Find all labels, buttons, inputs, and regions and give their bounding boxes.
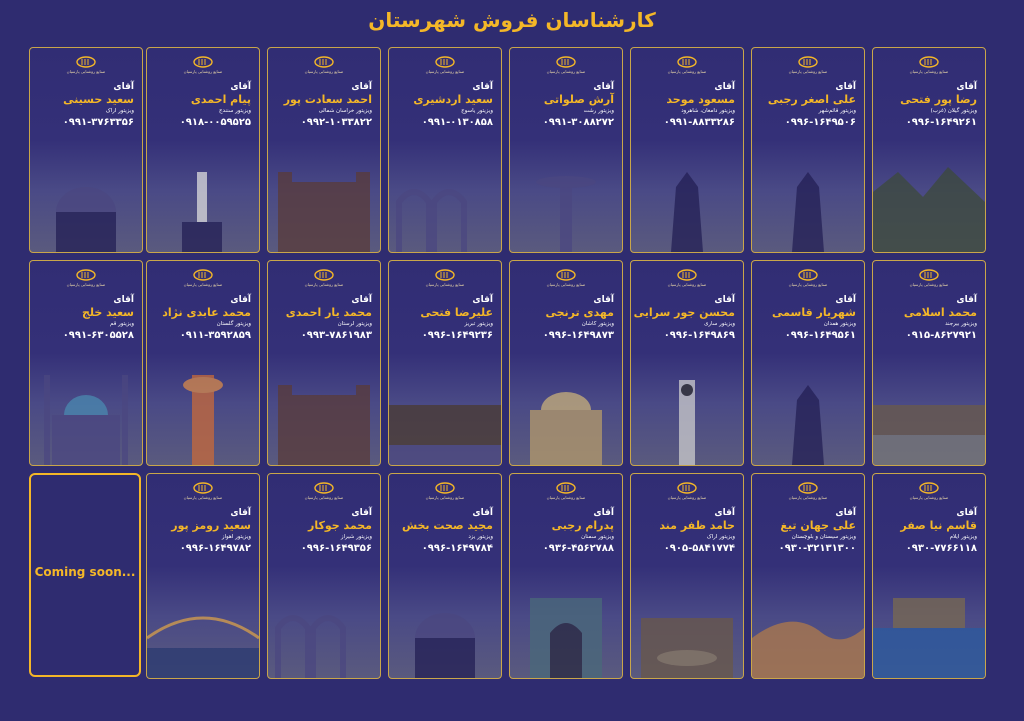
card-logo	[752, 56, 864, 74]
company-logo-icon	[918, 482, 940, 494]
logo-caption: صنایع روشنایی پارسیان	[667, 495, 707, 500]
logo-caption: صنایع روشنایی پارسیان	[788, 282, 828, 287]
logo-caption: صنایع روشنایی پارسیان	[788, 495, 828, 500]
expert-name: پدرام رجبی	[551, 519, 614, 532]
page-title: کارشناسان فروش شهرستان	[368, 8, 656, 32]
expert-honorific: آقای	[956, 508, 977, 518]
sales-expert-card	[267, 260, 381, 466]
logo-caption: صنایع روشنایی پارسیان	[909, 69, 949, 74]
expert-honorific: آقای	[230, 508, 251, 518]
sales-expert-card	[872, 260, 986, 466]
expert-role: ویزیتور گلستان	[216, 321, 251, 327]
landmark-image	[631, 578, 743, 678]
card-logo	[752, 482, 864, 500]
sales-expert-card	[146, 47, 260, 253]
sales-expert-card	[872, 473, 986, 679]
expert-honorific: آقای	[113, 295, 134, 305]
coming-soon-label: Coming soon...	[34, 565, 136, 579]
card-logo	[268, 482, 380, 500]
card-logo	[510, 269, 622, 287]
landmark-image	[752, 365, 864, 465]
company-logo-icon	[192, 56, 214, 68]
expert-role: ویزیتور ایلام	[949, 534, 977, 540]
company-logo-icon	[918, 269, 940, 281]
expert-role: ویزیتور اراک	[706, 534, 735, 540]
company-logo-icon	[555, 56, 577, 68]
logo-caption: صنایع روشنایی پارسیان	[546, 69, 586, 74]
expert-role: ویزیتور سیستان و بلوچستان	[791, 534, 856, 540]
company-logo-icon	[192, 269, 214, 281]
sales-expert-card	[388, 260, 502, 466]
expert-honorific: آقای	[230, 82, 251, 92]
expert-name: محمد اسلامی	[903, 306, 977, 319]
expert-honorific: آقای	[472, 508, 493, 518]
sales-expert-card	[751, 473, 865, 679]
sales-expert-card	[146, 260, 260, 466]
expert-role: ویزیتور یاسوج	[461, 108, 493, 114]
card-logo	[631, 482, 743, 500]
expert-role: ویزیتور اهواز	[221, 534, 251, 540]
sales-expert-card	[267, 473, 381, 679]
expert-role: ویزیتور سنندج	[218, 108, 251, 114]
expert-role: ویزیتور دامغان، شاهرود	[681, 108, 735, 114]
card-logo	[752, 269, 864, 287]
expert-name: مهدی ترنجی	[545, 306, 614, 319]
expert-phone: ۰۹۹۱-۶۳۰۵۵۲۸	[62, 330, 134, 341]
sales-expert-card	[388, 473, 502, 679]
landmark-image	[873, 365, 985, 465]
sales-expert-card	[751, 47, 865, 253]
company-logo-icon	[75, 56, 97, 68]
sales-expert-card	[267, 47, 381, 253]
card-logo	[510, 482, 622, 500]
card-logo	[268, 269, 380, 287]
expert-honorific: آقای	[956, 295, 977, 305]
expert-name: سعید اردشیری	[413, 93, 493, 106]
expert-name: محمد یار احمدی	[285, 306, 372, 319]
expert-name: سعید خلج	[81, 306, 134, 319]
expert-name: پیام احمدی	[190, 93, 251, 106]
sales-expert-card	[509, 260, 623, 466]
expert-phone: ۰۹۹۶-۱۶۴۹۸۷۳	[542, 330, 614, 341]
expert-honorific: آقای	[835, 295, 856, 305]
sales-expert-card	[630, 47, 744, 253]
expert-phone: ۰۹۳۰-۳۲۱۳۱۳۰۰	[778, 543, 856, 554]
expert-honorific: آقای	[714, 82, 735, 92]
landmark-image	[752, 578, 864, 678]
expert-honorific: آقای	[351, 508, 372, 518]
expert-honorific: آقای	[956, 82, 977, 92]
expert-role: ویزیتور لرستان	[337, 321, 372, 327]
expert-phone: ۰۹۳۶-۴۵۶۲۷۸۸	[542, 543, 614, 554]
expert-name: مجید صحت بخش	[401, 519, 493, 532]
expert-role: ویزیتور تبریز	[464, 321, 493, 327]
expert-phone: ۰۹۹۶-۱۶۴۹۵۶۱	[784, 330, 856, 341]
logo-caption: صنایع روشنایی پارسیان	[667, 69, 707, 74]
expert-name: احمد سعادت پور	[283, 93, 372, 106]
sales-expert-card	[388, 47, 502, 253]
company-logo-icon	[313, 482, 335, 494]
company-logo-icon	[918, 56, 940, 68]
logo-caption: صنایع روشنایی پارسیان	[183, 495, 223, 500]
landmark-image	[510, 365, 622, 465]
expert-name: مسعود موحد	[666, 93, 735, 106]
sales-expert-card	[146, 473, 260, 679]
logo-caption: صنایع روشنایی پارسیان	[788, 69, 828, 74]
card-logo	[873, 269, 985, 287]
expert-role: ویزیتور ساری	[704, 321, 735, 327]
landmark-image	[510, 578, 622, 678]
landmark-image	[389, 578, 501, 678]
landmark-image	[268, 152, 380, 252]
expert-role: ویزیتور یزد	[468, 534, 493, 540]
expert-name: شهریار قاسمی	[772, 306, 856, 319]
logo-caption: صنایع روشنایی پارسیان	[304, 282, 344, 287]
expert-phone: ۰۹۹۳-۷۸۶۱۹۸۳	[300, 330, 372, 341]
expert-name: علی جهان تیغ	[780, 519, 856, 532]
expert-honorific: آقای	[835, 508, 856, 518]
logo-caption: صنایع روشنایی پارسیان	[667, 282, 707, 287]
expert-phone: ۰۹۹۱-۰۱۳۰۸۵۸	[421, 117, 493, 128]
card-logo	[873, 56, 985, 74]
expert-phone: ۰۹۱۵-۸۶۲۷۹۲۱	[905, 330, 977, 341]
expert-phone: ۰۹۱۱-۳۵۹۲۸۵۹	[179, 330, 251, 341]
expert-role: ویزیتور اراک	[105, 108, 134, 114]
expert-role: ویزیتور همدان	[823, 321, 856, 327]
card-logo	[389, 482, 501, 500]
expert-phone: ۰۹۹۶-۱۶۴۹۲۳۶	[421, 330, 493, 341]
expert-role: ویزیتور رشت	[583, 108, 614, 114]
card-logo	[147, 269, 259, 287]
landmark-image	[30, 152, 142, 252]
card-logo	[631, 269, 743, 287]
logo-caption: صنایع روشنایی پارسیان	[66, 282, 106, 287]
expert-phone: ۰۹۹۱-۳۰۸۸۲۷۲	[542, 117, 614, 128]
expert-phone: ۰۹۹۶-۱۶۴۹۵۰۶	[784, 117, 856, 128]
expert-phone: ۰۹۹۱-۸۸۳۳۲۸۶	[663, 117, 735, 128]
expert-honorific: آقای	[113, 82, 134, 92]
expert-role: ویزیتور بیرجند	[945, 321, 977, 327]
expert-role: ویزیتور گیلان (غرب)	[930, 108, 977, 114]
expert-phone: ۰۹۰۵-۵۸۴۱۷۷۴	[663, 543, 735, 554]
expert-phone: ۰۹۹۶-۱۶۴۹۸۶۹	[663, 330, 735, 341]
expert-honorific: آقای	[472, 295, 493, 305]
company-logo-icon	[555, 482, 577, 494]
sales-expert-card	[29, 47, 143, 253]
logo-caption: صنایع روشنایی پارسیان	[546, 282, 586, 287]
expert-phone: ۰۹۹۱-۳۷۶۳۳۵۶	[62, 117, 134, 128]
expert-role: ویزیتور سمنان	[581, 534, 614, 540]
landmark-image	[752, 152, 864, 252]
landmark-image	[147, 365, 259, 465]
expert-honorific: آقای	[351, 82, 372, 92]
expert-honorific: آقای	[230, 295, 251, 305]
landmark-image	[510, 152, 622, 252]
company-logo-icon	[676, 482, 698, 494]
expert-honorific: آقای	[593, 295, 614, 305]
company-logo-icon	[676, 269, 698, 281]
expert-name: قاسم نیا صفر	[900, 519, 977, 532]
landmark-image	[873, 152, 985, 252]
landmark-image	[631, 365, 743, 465]
card-logo	[147, 482, 259, 500]
expert-honorific: آقای	[351, 295, 372, 305]
expert-role: ویزیتور شیراز	[340, 534, 372, 540]
landmark-image	[268, 365, 380, 465]
logo-caption: صنایع روشنایی پارسیان	[183, 69, 223, 74]
expert-name: علیرضا فتحی	[420, 306, 493, 319]
card-logo	[873, 482, 985, 500]
company-logo-icon	[797, 269, 819, 281]
landmark-image	[147, 578, 259, 678]
sales-expert-card	[630, 473, 744, 679]
company-logo-icon	[797, 482, 819, 494]
expert-name: محسن جور سرایی	[633, 306, 735, 319]
logo-caption: صنایع روشنایی پارسیان	[909, 495, 949, 500]
logo-caption: صنایع روشنایی پارسیان	[304, 69, 344, 74]
expert-name: محمد جوکار	[308, 519, 372, 532]
sales-expert-card	[509, 47, 623, 253]
logo-caption: صنایع روشنایی پارسیان	[425, 282, 465, 287]
logo-caption: صنایع روشنایی پارسیان	[425, 69, 465, 74]
sales-expert-card	[751, 260, 865, 466]
landmark-image	[631, 152, 743, 252]
logo-caption: صنایع روشنایی پارسیان	[909, 282, 949, 287]
company-logo-icon	[797, 56, 819, 68]
company-logo-icon	[313, 269, 335, 281]
expert-phone: ۰۹۹۶-۱۶۴۹۲۶۱	[905, 117, 977, 128]
logo-caption: صنایع روشنایی پارسیان	[304, 495, 344, 500]
expert-phone: ۰۹۹۶-۱۶۴۹۳۵۶	[300, 543, 372, 554]
expert-name: حامد ظفر مند	[659, 519, 735, 532]
expert-role: ویزیتور کاشان	[581, 321, 614, 327]
expert-name: آرش صلواتی	[543, 93, 614, 106]
expert-name: سعید رومز پور	[171, 519, 251, 532]
landmark-image	[147, 152, 259, 252]
expert-name: علی اصغر رجبی	[767, 93, 856, 106]
logo-caption: صنایع روشنایی پارسیان	[425, 495, 465, 500]
company-logo-icon	[313, 56, 335, 68]
expert-phone: ۰۹۳۰-۷۷۶۶۱۱۸	[905, 543, 977, 554]
expert-phone: ۰۹۹۶-۱۶۴۹۷۸۴	[421, 543, 493, 554]
company-logo-icon	[434, 56, 456, 68]
landmark-image	[30, 365, 142, 465]
logo-caption: صنایع روشنایی پارسیان	[546, 495, 586, 500]
company-logo-icon	[676, 56, 698, 68]
sales-expert-card	[872, 47, 986, 253]
expert-honorific: آقای	[714, 508, 735, 518]
expert-honorific: آقای	[593, 82, 614, 92]
sales-expert-card	[29, 260, 143, 466]
company-logo-icon	[434, 269, 456, 281]
sales-expert-card	[630, 260, 744, 466]
coming-soon-card	[29, 473, 141, 677]
company-logo-icon	[75, 269, 97, 281]
expert-phone: ۰۹۹۶-۱۶۴۹۷۸۲	[179, 543, 251, 554]
expert-role: ویزیتور خراسان شمالی	[318, 108, 372, 114]
expert-name: سعید حسینی	[63, 93, 134, 106]
expert-honorific: آقای	[593, 508, 614, 518]
expert-honorific: آقای	[472, 82, 493, 92]
logo-caption: صنایع روشنایی پارسیان	[183, 282, 223, 287]
expert-phone: ۰۹۱۸-۰۰۵۹۵۲۵	[179, 117, 251, 128]
expert-honorific: آقای	[714, 295, 735, 305]
expert-phone: ۰۹۹۲-۱۰۳۳۸۲۲	[300, 117, 372, 128]
card-logo	[30, 269, 142, 287]
expert-role: ویزیتور قائم‌شهر	[818, 108, 856, 114]
sales-expert-card	[509, 473, 623, 679]
card-logo	[389, 56, 501, 74]
expert-honorific: آقای	[835, 82, 856, 92]
expert-role: ویزیتور قم	[110, 321, 134, 327]
company-logo-icon	[434, 482, 456, 494]
company-logo-icon	[192, 482, 214, 494]
expert-name: رضا پور فتحی	[900, 93, 977, 106]
landmark-image	[389, 365, 501, 465]
card-logo	[268, 56, 380, 74]
landmark-image	[873, 578, 985, 678]
landmark-image	[389, 152, 501, 252]
card-logo	[147, 56, 259, 74]
card-logo	[30, 56, 142, 74]
expert-name: محمد عابدی نژاد	[162, 306, 251, 319]
card-logo	[631, 56, 743, 74]
landmark-image	[268, 578, 380, 678]
logo-caption: صنایع روشنایی پارسیان	[66, 69, 106, 74]
company-logo-icon	[555, 269, 577, 281]
card-logo	[510, 56, 622, 74]
card-logo	[389, 269, 501, 287]
